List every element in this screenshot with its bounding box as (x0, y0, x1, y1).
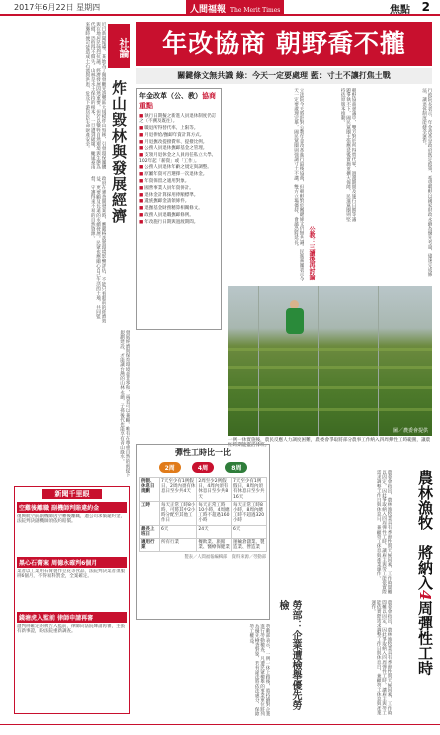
news-item-body: 復興航空前副機師因空難後離職，遭公司求償違約金，法院判決副機師須依約賠償。 (17, 514, 125, 525)
news-item (17, 612, 127, 664)
period-pills (137, 460, 269, 475)
footer-rule (0, 724, 440, 725)
photo-credit: 圖／農委會提供 (392, 428, 428, 434)
newspaper-logo: 人間福報 The Merit Times (186, 0, 284, 14)
editorial-body-3: 發展經濟與保育環境並非零和，兩者可以兼顧。唯有在尊重自然的前提下規劃建設，才能讓台灣的山林永續，子孫後代也能享有青山綠水。 (119, 330, 130, 478)
editorial-title: 炸山毀林與發展經濟 (110, 80, 128, 224)
sub-headline: 關鍵條文無共識 綠：今天一定要處理 藍：寸土不讓打焦土戰 (136, 68, 432, 84)
photo-caption: 一例一休實施後，農民反應人力調度困難，農委會爭取將部分農事工作納入四周彈性工時範圍，讓農忙時期能靈活排班。 (228, 438, 431, 449)
article-mid: 朝野協商會議中，雙方對於所得替代率、過渡期間及施行日期等議題爭執不下，國民黨團主張應延後實施並擴大保障，民進黨團則堅持依原版本推動。 (340, 88, 356, 222)
news-item-body: 業者以工業用石膏製作豆花等食品，法院判決業者須服刑6個月，不得易科罰金，全案確定。 (17, 569, 125, 580)
news-item-head: 空難後離職 副機師判賠違約金 (17, 502, 127, 513)
agriculture-headline: 農林漁牧 將納入4周彈性工時 (416, 470, 434, 676)
news-item (17, 557, 127, 609)
period-pill: 2周 (159, 462, 181, 473)
key-points-title: 年金改革（公、教）協商重點 (139, 92, 216, 110)
key-point-item: ■ 政務人員退職撫卹條例。 (139, 213, 219, 218)
editorial-body-1: 近日新聞報導，某地為了開發觀光遊樂區大規模炸山毀林，引發環保團體與在地居民強烈抗議。經濟發展固然重要，但若以犧牲自然環境與生態為代價，恐怕得不償失。山林是水土保持的根本，一旦遭到破壞，颱風豪雨來襲時便可能造成土石流與洪患，危及下游居民生命財產安全。 (84, 22, 106, 170)
page-number: 2 (421, 0, 430, 14)
comparison-grid (139, 477, 267, 552)
masthead (0, 0, 440, 16)
key-point-item: ■ 月退俸給/撫卹年資計算方式。 (139, 133, 219, 138)
row-label: 工時 (140, 501, 160, 525)
table-cell: 24天 (197, 525, 232, 538)
table-cell: 每天正常工時10小時，4周總工時不超過160小時 (198, 502, 230, 524)
table-row (140, 501, 267, 525)
table-row (140, 525, 267, 538)
farmer-body (286, 308, 304, 334)
table-cell: 2周至少2例假日，4周內須有休息日至少共8天 (197, 478, 232, 502)
period-pill: 4周 (192, 462, 214, 473)
farm-photo (228, 286, 432, 436)
key-point-item: ■ 支領月退休金之人員再任私立大學、102年起「薪資」或「工作」。 (139, 153, 219, 164)
article-far: 農委會指出，農林漁牧業具有季節性與天候因素，工作時間難以固定，因此爭取納入四周彈性工時，讓雇主與勞工能依實際需求調整工作日與休息日，兼顧勞工休息與產業運作。 (376, 470, 392, 595)
article-bottom-right: 農委會指出，農林漁牧業具有季節性與天候因素，工作時間難以固定，因此爭取納入四周彈性工時，讓雇主與勞工能依實際需求調整工作日與休息日，兼顧勞工休息與產業運作。 (370, 600, 392, 715)
table-cell: 6天 (160, 525, 197, 538)
key-point-item: ■ 退撫基金財務精算相關條文。 (139, 206, 219, 211)
news-box-title: 新聞千里眼 (42, 489, 102, 499)
key-point-item: ■ 公務人員退休撫卹基金之管理。 (139, 146, 219, 151)
news-item-body: 遭判刑確定的被告入監前，律師向法院聲請再審，主張有新事證，盼法院重新調查。 (17, 624, 125, 635)
table-source-note: 製表／人間福報編輯部 資料來源／勞動部 (184, 555, 266, 561)
table-cell: 7天至少有1例假日，2周內須有休息日至少共4天 (160, 478, 197, 502)
key-point-item: ■ 年改施行日期與過渡期間。 (139, 220, 219, 225)
key-point-item: ■ 原屬年資可否選擇一次退休金。 (139, 172, 219, 177)
period-pill: 8周 (225, 462, 247, 473)
table-cell: 6天 (231, 525, 266, 538)
key-point-item: ■ 月退撫改提撥費率、提撥比例。 (139, 140, 219, 145)
key-point-item: ■ 執行日期擬之新進人員退休制度仍訂之（不溯及既往）。 (139, 114, 219, 125)
table-cell: 餐飲業、旅館業、醫療保健業 (198, 540, 230, 551)
news-item-head: 黑心石膏案 周德永確判6個月 (17, 557, 127, 568)
news-item-head: 錢塘虎入監前 律師申請再審 (17, 612, 127, 623)
row-label: 適用行業 (140, 539, 160, 552)
flex-hours-table (136, 444, 270, 620)
main-headline: 年改協商 朝野喬不攏 (136, 22, 432, 66)
key-point-item: ■ 遺族撫卹金請領條件。 (139, 199, 219, 204)
row-label: 最長上班日 (140, 525, 160, 538)
key-points-list (139, 114, 219, 225)
table-cell: 每天正常工時8小時，可將其中2小時分配至其他工作日 (161, 502, 196, 524)
key-points-box (136, 88, 222, 330)
table-row (140, 478, 267, 502)
editorial-tag: 社論 (108, 24, 130, 68)
key-point-item: ■ 職退所得替代率、上限等。 (139, 126, 219, 131)
row-label: 例假、休息日規劃 (140, 478, 160, 502)
key-point-item: ■ 年資保留之適用對象。 (139, 179, 219, 184)
table-cell: 所有行業 (160, 539, 197, 552)
table-title: 彈性工時比一比 (175, 448, 231, 457)
editorial-body-2: 政府在審查開發案時，應嚴格落實環境影響評估，不能只看眼前的經濟效益，更要顧及長遠的永續發展。民眾也應關心自己生活的土地，共同監督，守護得來不易的自然資源。 (90, 176, 106, 324)
news-item (17, 502, 127, 554)
article-right: 行政院長表示，年金改革是政府既定政策，希望朝野以國家財政永續為優先考量，儘速完成修法，讓退休制度能健全運作。 (421, 88, 432, 277)
section-name: 焦點 (390, 5, 410, 16)
issue-date: 2017年6月22日 星期四 (14, 3, 101, 12)
article-bottom: 勞動部表示，一例一休上路後，將持續對企業進行勞動檢查，凡遭民眾檢舉的事業單位將列為優先檢查對象，若有違法將依法處分，保障勞工權益。 (248, 624, 270, 716)
table-cell: 每天正常工時8小時，8周內總工時不超過320小時 (231, 501, 266, 525)
quote-strip: 公教：三讀後再討論 (308, 226, 315, 280)
table-cell: 運輸倉儲業、製造業、營造業 (231, 539, 266, 552)
key-point-item: ■ 國營事業人員年資併計。 (139, 186, 219, 191)
article-main: 立法院今天將針對公教年金改革進行最後協商，但朝野對於關鍵條文仍無共識。民進黨團表示今天一定要處理完畢，國民黨團則強調寸土不讓，雙方立場僵持，會議恐將延長。 (293, 88, 304, 282)
table-cell: 7天至少有1例假日，8周內須有休息日至少共16天 (231, 478, 266, 502)
table-row (140, 539, 267, 552)
side-headline: 勞部：企業遭檢舉優先勞檢 (277, 600, 301, 710)
news-brief-box (14, 486, 130, 714)
key-point-item: ■ 公務人員退休年齡之規定與調整。 (139, 165, 219, 170)
key-point-item: ■ 退休金計算採用俸額標準。 (139, 193, 219, 198)
